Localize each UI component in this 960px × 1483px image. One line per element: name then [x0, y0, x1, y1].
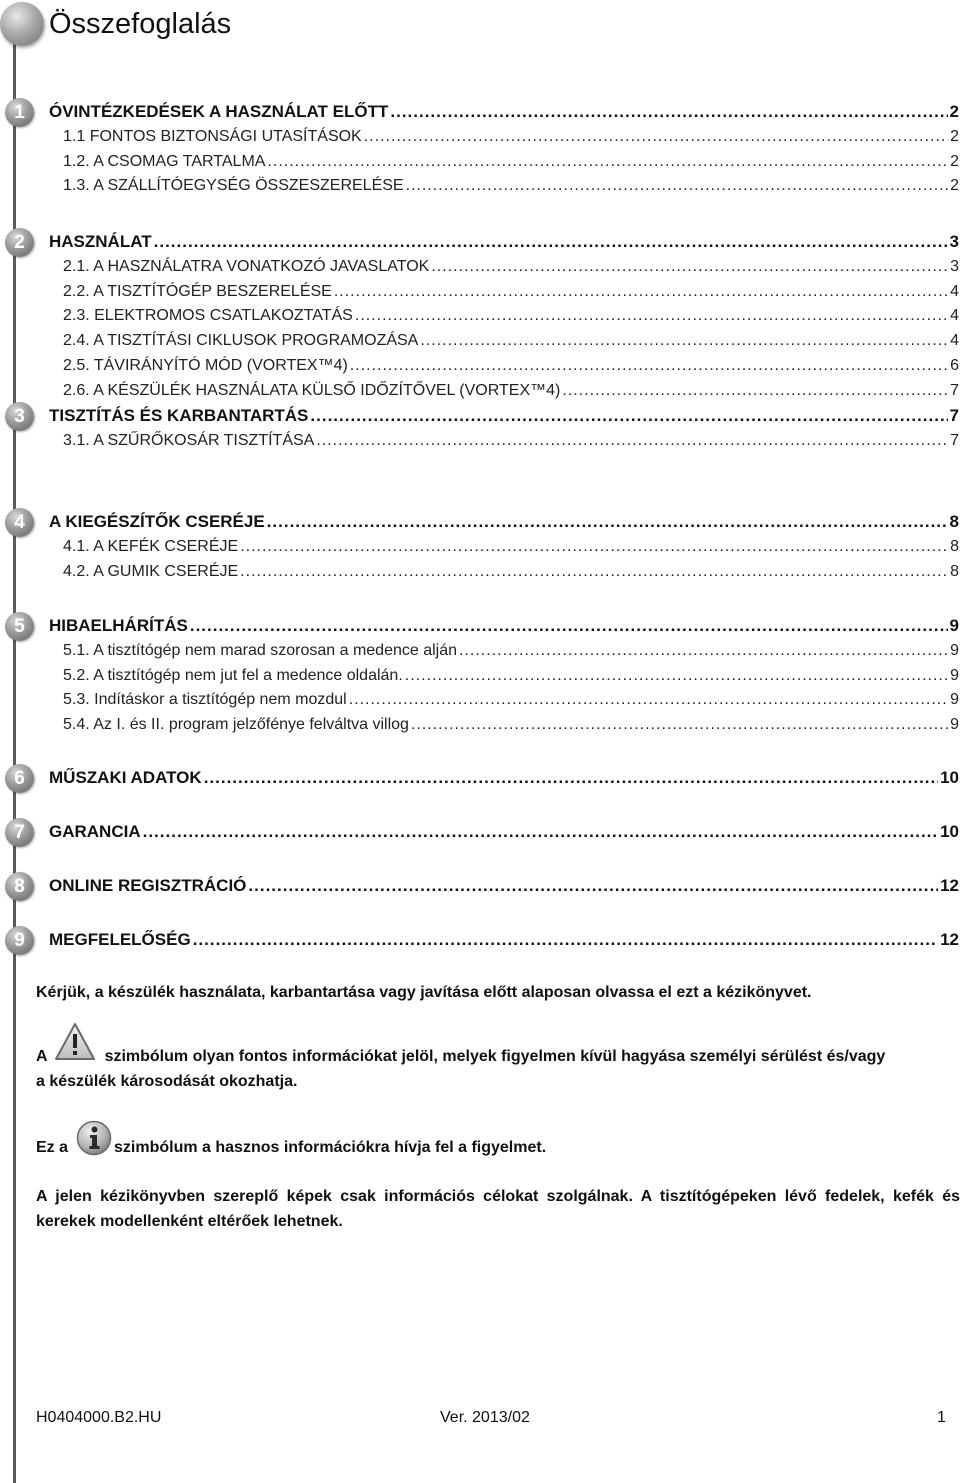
toc-section-page: 7 — [949, 406, 959, 425]
toc-leader-dots — [143, 822, 938, 842]
toc-section-page: 8 — [949, 512, 959, 531]
page-title: Összefoglalás — [49, 8, 232, 40]
toc-leader-dots — [334, 283, 948, 301]
toc-subsection-title: 5.2. A tisztítógép nem jut fel a medence oldalán. — [63, 666, 403, 684]
toc-section-page: 10 — [940, 768, 959, 787]
toc-section-title: TISZTÍTÁS ÉS KARBANTARTÁS — [49, 406, 309, 425]
info-prefix: Ez a — [36, 1139, 69, 1156]
toc-subsection-title: 2.1. A HASZNÁLATRA VONATKOZÓ JAVASLATOK — [63, 258, 430, 275]
toc-leader-dots — [405, 667, 948, 685]
section-number-badge: 1 — [5, 98, 34, 127]
toc-leader-dots — [459, 642, 948, 660]
footer-version: Ver. 2013/02 — [440, 1409, 530, 1426]
toc-section-page: 3 — [949, 232, 959, 251]
section-number-badge: 8 — [5, 872, 34, 901]
toc-subsection-page: 7 — [950, 381, 959, 399]
toc-subsection-entry[interactable] — [63, 561, 959, 581]
toc-section-entry[interactable] — [49, 100, 959, 122]
toc-leader-dots — [431, 258, 948, 276]
toc-subsection-entry[interactable] — [63, 305, 959, 325]
section-number-badge: 6 — [5, 764, 34, 793]
read-manual-note: Kérjük, a készülék használata, karbantartása vagy javítása előtt alaposan olvassa el ezt a kézikönyvet. — [36, 984, 812, 1001]
footer-document-code: H0404000.B2.HU — [36, 1409, 162, 1426]
section-number-badge: 7 — [5, 818, 34, 847]
toc-subsection-page: 9 — [950, 642, 959, 659]
toc-subsection-entry[interactable] — [63, 380, 959, 400]
toc-subsection-title: 1.1 FONTOS BIZTONSÁGI UTASÍTÁSOK — [63, 128, 362, 145]
toc-leader-dots — [190, 616, 948, 636]
toc-leader-dots — [154, 232, 948, 252]
info-note — [36, 1135, 960, 1160]
toc-section-entry[interactable] — [49, 766, 959, 788]
toc-section-title: A KIEGÉSZÍTŐK CSERÉJE — [49, 512, 265, 531]
toc-subsection-entry[interactable] — [63, 714, 959, 734]
disclaimer-note: A jelen kézikönyvben szereplő képek csak információs célokat szolgálnak. A tisztítógépeken lévő fedelek, kefék és kerekek modellenként eltérőek lehetnek. — [36, 1188, 960, 1230]
toc-subsection-entry[interactable] — [63, 175, 959, 195]
toc-leader-dots — [420, 332, 948, 350]
toc-section-entry[interactable] — [49, 614, 959, 636]
toc-leader-dots — [240, 538, 948, 556]
toc-subsection-title: 2.2. A TISZTÍTÓGÉP BESZERELÉSE — [63, 282, 332, 300]
toc-subsection-page: 2 — [950, 177, 959, 195]
toc-section-entry[interactable] — [49, 510, 959, 532]
toc-leader-dots — [310, 406, 947, 426]
toc-subsection-page: 2 — [950, 128, 959, 145]
toc-subsection-title: 1.2. A CSOMAG TARTALMA — [63, 152, 266, 170]
section-number-badge: 3 — [5, 402, 34, 431]
footer-page-number: 1 — [937, 1409, 946, 1426]
toc-subsection-page: 8 — [950, 562, 959, 580]
toc-subsection-page: 9 — [950, 691, 959, 709]
toc-section-entry[interactable] — [49, 404, 959, 426]
toc-leader-dots — [267, 512, 948, 532]
toc-subsection-title: 5.3. Indításkor a tisztítógép nem mozdul — [63, 691, 347, 709]
warning-text-line2: a készülék károsodását okozhatja. — [36, 1073, 298, 1090]
toc-subsection-entry[interactable] — [63, 640, 959, 660]
toc-leader-dots — [248, 876, 938, 896]
toc-subsection-title: 1.3. A SZÁLLÍTÓEGYSÉG ÖSSZESZERELÉSE — [63, 177, 404, 195]
section-number-badge: 5 — [5, 612, 34, 641]
toc-subsection-entry[interactable] — [63, 536, 959, 556]
toc-subsection-entry[interactable] — [63, 689, 959, 709]
toc-subsection-page: 9 — [950, 716, 959, 734]
toc-leader-dots — [562, 382, 948, 400]
toc-subsection-page: 4 — [950, 307, 959, 325]
toc-subsection-entry[interactable] — [63, 126, 959, 146]
warning-note — [36, 1044, 960, 1094]
toc-leader-dots — [406, 177, 949, 195]
toc-section-page: 2 — [949, 102, 959, 121]
toc-section-title: GARANCIA — [49, 822, 141, 841]
toc-subsection-entry[interactable] — [63, 665, 959, 685]
toc-leader-dots — [390, 102, 947, 122]
toc-subsection-title: 3.1. A SZŰRŐKOSÁR TISZTÍTÁSA — [63, 432, 315, 449]
toc-leader-dots — [267, 153, 948, 171]
toc-subsection-entry[interactable] — [63, 355, 959, 375]
toc-subsection-entry[interactable] — [63, 430, 959, 450]
toc-subsection-page: 4 — [950, 282, 959, 300]
toc-subsection-page: 8 — [950, 538, 959, 555]
toc-subsection-entry[interactable] — [63, 256, 959, 276]
toc-subsection-title: 2.3. ELEKTROMOS CSATLAKOZTATÁS — [63, 307, 353, 325]
toc-leader-dots — [350, 357, 948, 375]
toc-section-entry[interactable] — [49, 230, 959, 252]
toc-leader-dots — [316, 432, 948, 450]
warning-triangle-icon — [54, 1022, 96, 1062]
info-text: szimbólum a hasznos információkra hívja fel a figyelmet. — [114, 1139, 547, 1156]
toc-subsection-page: 9 — [950, 666, 959, 684]
toc-leader-dots — [349, 691, 948, 709]
toc-subsection-title: 2.4. A TISZTÍTÁSI CIKLUSOK PROGRAMOZÁSA — [63, 332, 419, 350]
warning-text-line1: szimbólum olyan fontos információkat jelöl, melyek figyelmen kívül hagyása személyi sérülést és/vagy — [104, 1048, 886, 1065]
toc-subsection-title: 2.5. TÁVIRÁNYÍTÓ MÓD (VORTEX™4) — [63, 356, 348, 374]
toc-subsection-entry[interactable] — [63, 281, 959, 301]
toc-section-title: ÓVINTÉZKEDÉSEK A HASZNÁLAT ELŐTT — [49, 102, 389, 121]
toc-section-entry[interactable] — [49, 820, 959, 842]
toc-section-entry[interactable] — [49, 928, 959, 950]
toc-leader-dots — [204, 768, 938, 788]
toc-leader-dots — [355, 307, 948, 325]
toc-leader-dots — [411, 716, 948, 734]
toc-section-page: 12 — [940, 930, 959, 949]
toc-section-page: 12 — [940, 876, 959, 895]
toc-section-page: 10 — [940, 822, 959, 841]
toc-subsection-page: 6 — [950, 356, 959, 374]
toc-subsection-title: 4.2. A GUMIK CSERÉJE — [63, 562, 239, 580]
section-number-badge: 2 — [5, 228, 34, 257]
toc-leader-dots — [193, 930, 938, 950]
toc-subsection-title: 4.1. A KEFÉK CSERÉJE — [63, 538, 239, 555]
toc-subsection-entry[interactable] — [63, 330, 959, 350]
header-circle-decoration — [0, 2, 44, 46]
toc-subsection-page: 3 — [950, 258, 959, 275]
toc-subsection-title: 5.1. A tisztítógép nem marad szorosan a medence alján — [63, 642, 458, 659]
toc-subsection-title: 5.4. Az I. és II. program jelzőfénye felváltva villog — [63, 716, 409, 734]
toc-subsection-page: 4 — [950, 332, 959, 350]
toc-section-title: HASZNÁLAT — [49, 232, 152, 251]
toc-section-title: MŰSZAKI ADATOK — [49, 768, 202, 787]
toc-section-title: ONLINE REGISZTRÁCIÓ — [49, 876, 247, 895]
info-icon — [76, 1120, 112, 1156]
toc-subsection-page: 7 — [950, 432, 959, 449]
toc-subsection-entry[interactable] — [63, 151, 959, 171]
section-number-badge: 9 — [5, 926, 34, 955]
section-number-badge: 4 — [5, 508, 34, 537]
toc-section-title: HIBAELHÁRÍTÁS — [49, 616, 188, 635]
toc-subsection-title: 2.6. A KÉSZÜLÉK HASZNÁLATA KÜLSŐ IDŐZÍTŐVEL (VORTEX™4) — [63, 381, 561, 399]
toc-section-title: MEGFELELŐSÉG — [49, 930, 191, 949]
toc-section-page: 9 — [949, 616, 959, 635]
toc-subsection-page: 2 — [950, 152, 959, 170]
toc-leader-dots — [364, 128, 948, 146]
toc-leader-dots — [240, 563, 948, 581]
warning-prefix: A — [36, 1048, 48, 1065]
toc-section-entry[interactable] — [49, 874, 959, 896]
